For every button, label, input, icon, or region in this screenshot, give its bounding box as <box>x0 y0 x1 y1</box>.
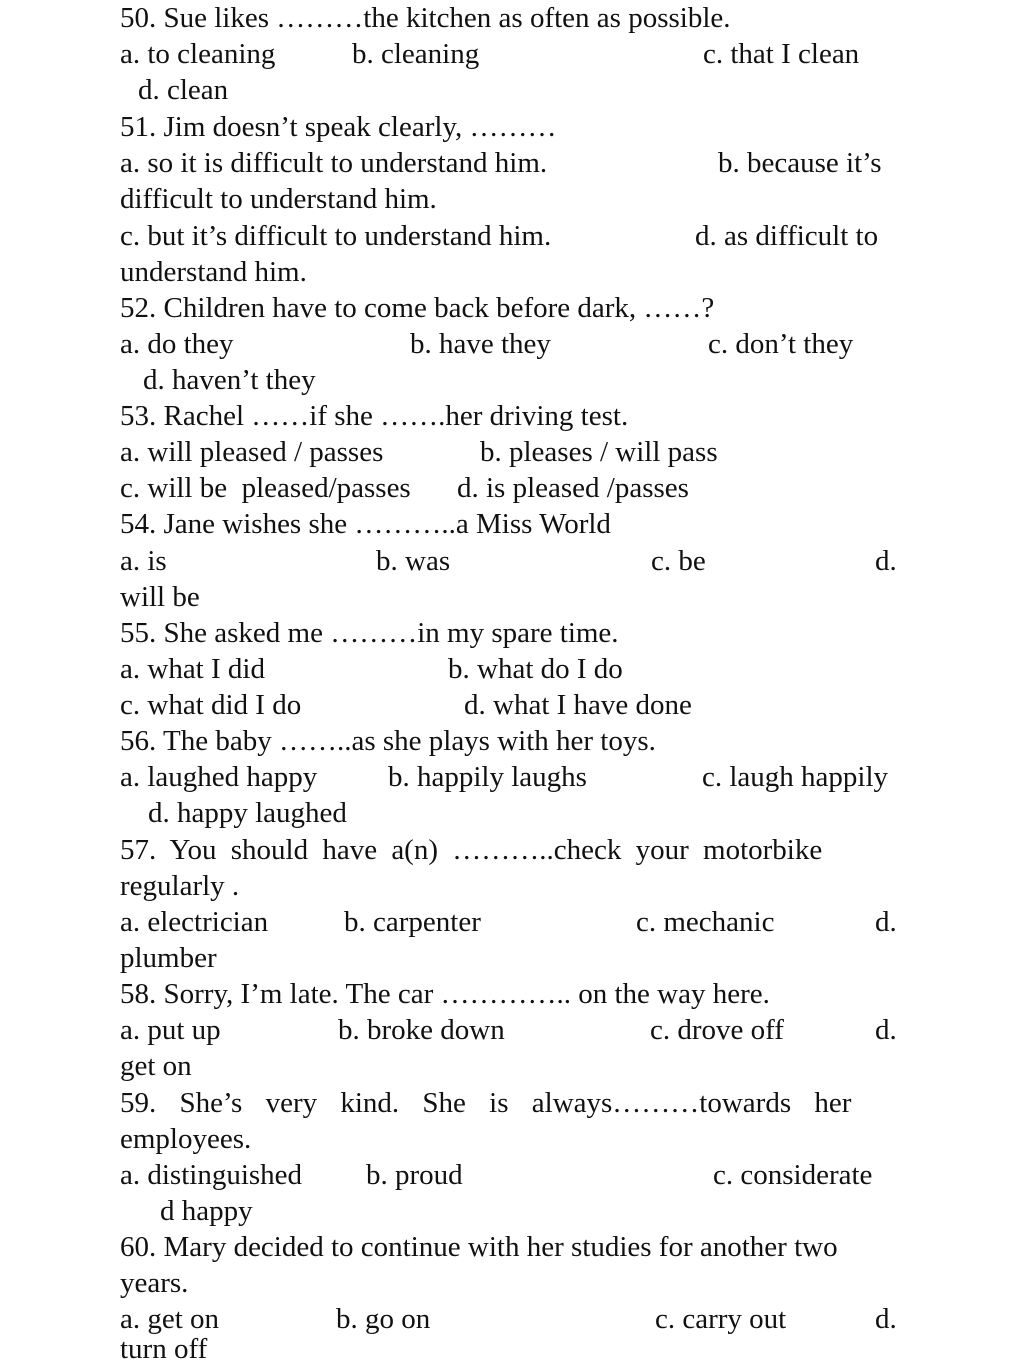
question-54 <box>120 506 611 542</box>
option-d-continued: get on <box>120 1050 192 1082</box>
option-a: a. distinguished <box>120 1159 303 1191</box>
option-c: c. considerate <box>713 1159 873 1191</box>
question-number: 59. <box>120 1087 157 1119</box>
option-a: a. will pleased / passes <box>120 436 384 468</box>
question-stem: You should have a(n) ………..check your motorbike <box>169 834 823 866</box>
question-number: 51. <box>120 111 157 143</box>
option-b-continued: difficult to understand him. <box>120 183 437 215</box>
question-57 <box>120 832 822 868</box>
question-stem: Rachel ……if she …….her driving test. <box>163 400 629 432</box>
question-stem: Jim doesn’t speak clearly, ……… <box>163 111 557 143</box>
option-b: b. cleaning <box>352 38 480 70</box>
question-52 <box>120 290 714 326</box>
question-number: 60. <box>120 1231 157 1263</box>
option-b: b. carpenter <box>344 906 481 938</box>
option-b: b. proud <box>366 1159 463 1191</box>
option-c: c. what did I do <box>120 689 302 721</box>
option-d: d. what I have done <box>464 689 692 721</box>
option-a: a. electrician <box>120 906 269 938</box>
option-b: b. was <box>376 545 451 577</box>
option-a: a. do they <box>120 328 234 360</box>
option-c: c. but it’s difficult to understand him. <box>120 220 552 252</box>
question-number: 56. <box>120 725 157 757</box>
question-stem: Jane wishes she ………..a Miss World <box>163 508 611 540</box>
question-55 <box>120 615 619 651</box>
option-d: d. is pleased /passes <box>457 472 689 504</box>
question-56 <box>120 723 656 759</box>
question-stem: She’s very kind. She is always………towards her <box>179 1087 852 1119</box>
option-d: d. haven’t they <box>143 364 316 396</box>
option-c: c. mechanic <box>636 906 775 938</box>
question-number: 54. <box>120 508 157 540</box>
option-b: b. because it’s <box>718 147 882 179</box>
question-stem-continued: regularly . <box>120 870 240 902</box>
question-number: 53. <box>120 400 157 432</box>
question-stem: Sorry, I’m late. The car ………….. on the way here. <box>163 978 770 1010</box>
option-c: c. carry out <box>655 1303 787 1335</box>
question-stem: Children have to come back before dark, ……? <box>163 292 715 324</box>
question-50 <box>120 0 731 36</box>
option-b: b. what do I do <box>448 653 623 685</box>
option-d: d. as difficult to <box>695 220 879 252</box>
option-b: b. have they <box>410 328 551 360</box>
question-stem: The baby ……..as she plays with her toys. <box>162 725 656 757</box>
question-number: 58. <box>120 978 157 1010</box>
question-number: 50. <box>120 2 157 34</box>
option-b: b. happily laughs <box>388 761 587 793</box>
option-c: c. drove off <box>650 1014 784 1046</box>
option-c: c. will be pleased/passes <box>120 472 411 504</box>
question-stem: Mary decided to continue with her studies for another two <box>163 1231 838 1263</box>
option-a: a. to cleaning <box>120 38 276 70</box>
option-b: b. go on <box>336 1303 431 1335</box>
option-d: d. <box>875 545 897 577</box>
question-number: 57. <box>120 834 157 866</box>
question-53 <box>120 398 628 434</box>
option-d: d happy <box>160 1195 253 1227</box>
option-b: b. pleases / will pass <box>480 436 718 468</box>
option-d: d. clean <box>138 74 229 106</box>
option-d: d. <box>875 906 897 938</box>
question-60 <box>120 1229 838 1265</box>
option-a: a. is <box>120 545 167 577</box>
option-c: c. be <box>651 545 706 577</box>
option-d-continued: plumber <box>120 942 217 974</box>
option-d: d. <box>875 1014 897 1046</box>
question-58 <box>120 976 770 1012</box>
question-stem: Sue likes ………the kitchen as often as possible. <box>163 2 731 34</box>
question-number: 52. <box>120 292 157 324</box>
option-c: c. don’t they <box>708 328 854 360</box>
option-c: c. laugh happily <box>702 761 889 793</box>
option-d: d. <box>875 1303 897 1335</box>
option-d-continued: understand him. <box>120 256 307 288</box>
option-d-continued: turn off <box>120 1333 208 1365</box>
option-d-continued: will be <box>120 581 200 613</box>
question-stem: She asked me ………in my spare time. <box>163 617 619 649</box>
option-d: d. happy laughed <box>148 797 347 829</box>
option-a: a. what I did <box>120 653 265 685</box>
option-a: a. laughed happy <box>120 761 318 793</box>
question-stem-continued: employees. <box>120 1123 252 1155</box>
option-b: b. broke down <box>338 1014 505 1046</box>
option-a: a. put up <box>120 1014 221 1046</box>
question-51 <box>120 109 557 145</box>
question-number: 55. <box>120 617 157 649</box>
option-a: a. so it is difficult to understand him. <box>120 147 548 179</box>
question-stem-continued: years. <box>120 1267 189 1299</box>
option-c: c. that I clean <box>703 38 860 70</box>
option-a: a. get on <box>120 1303 220 1335</box>
question-59 <box>120 1085 851 1121</box>
